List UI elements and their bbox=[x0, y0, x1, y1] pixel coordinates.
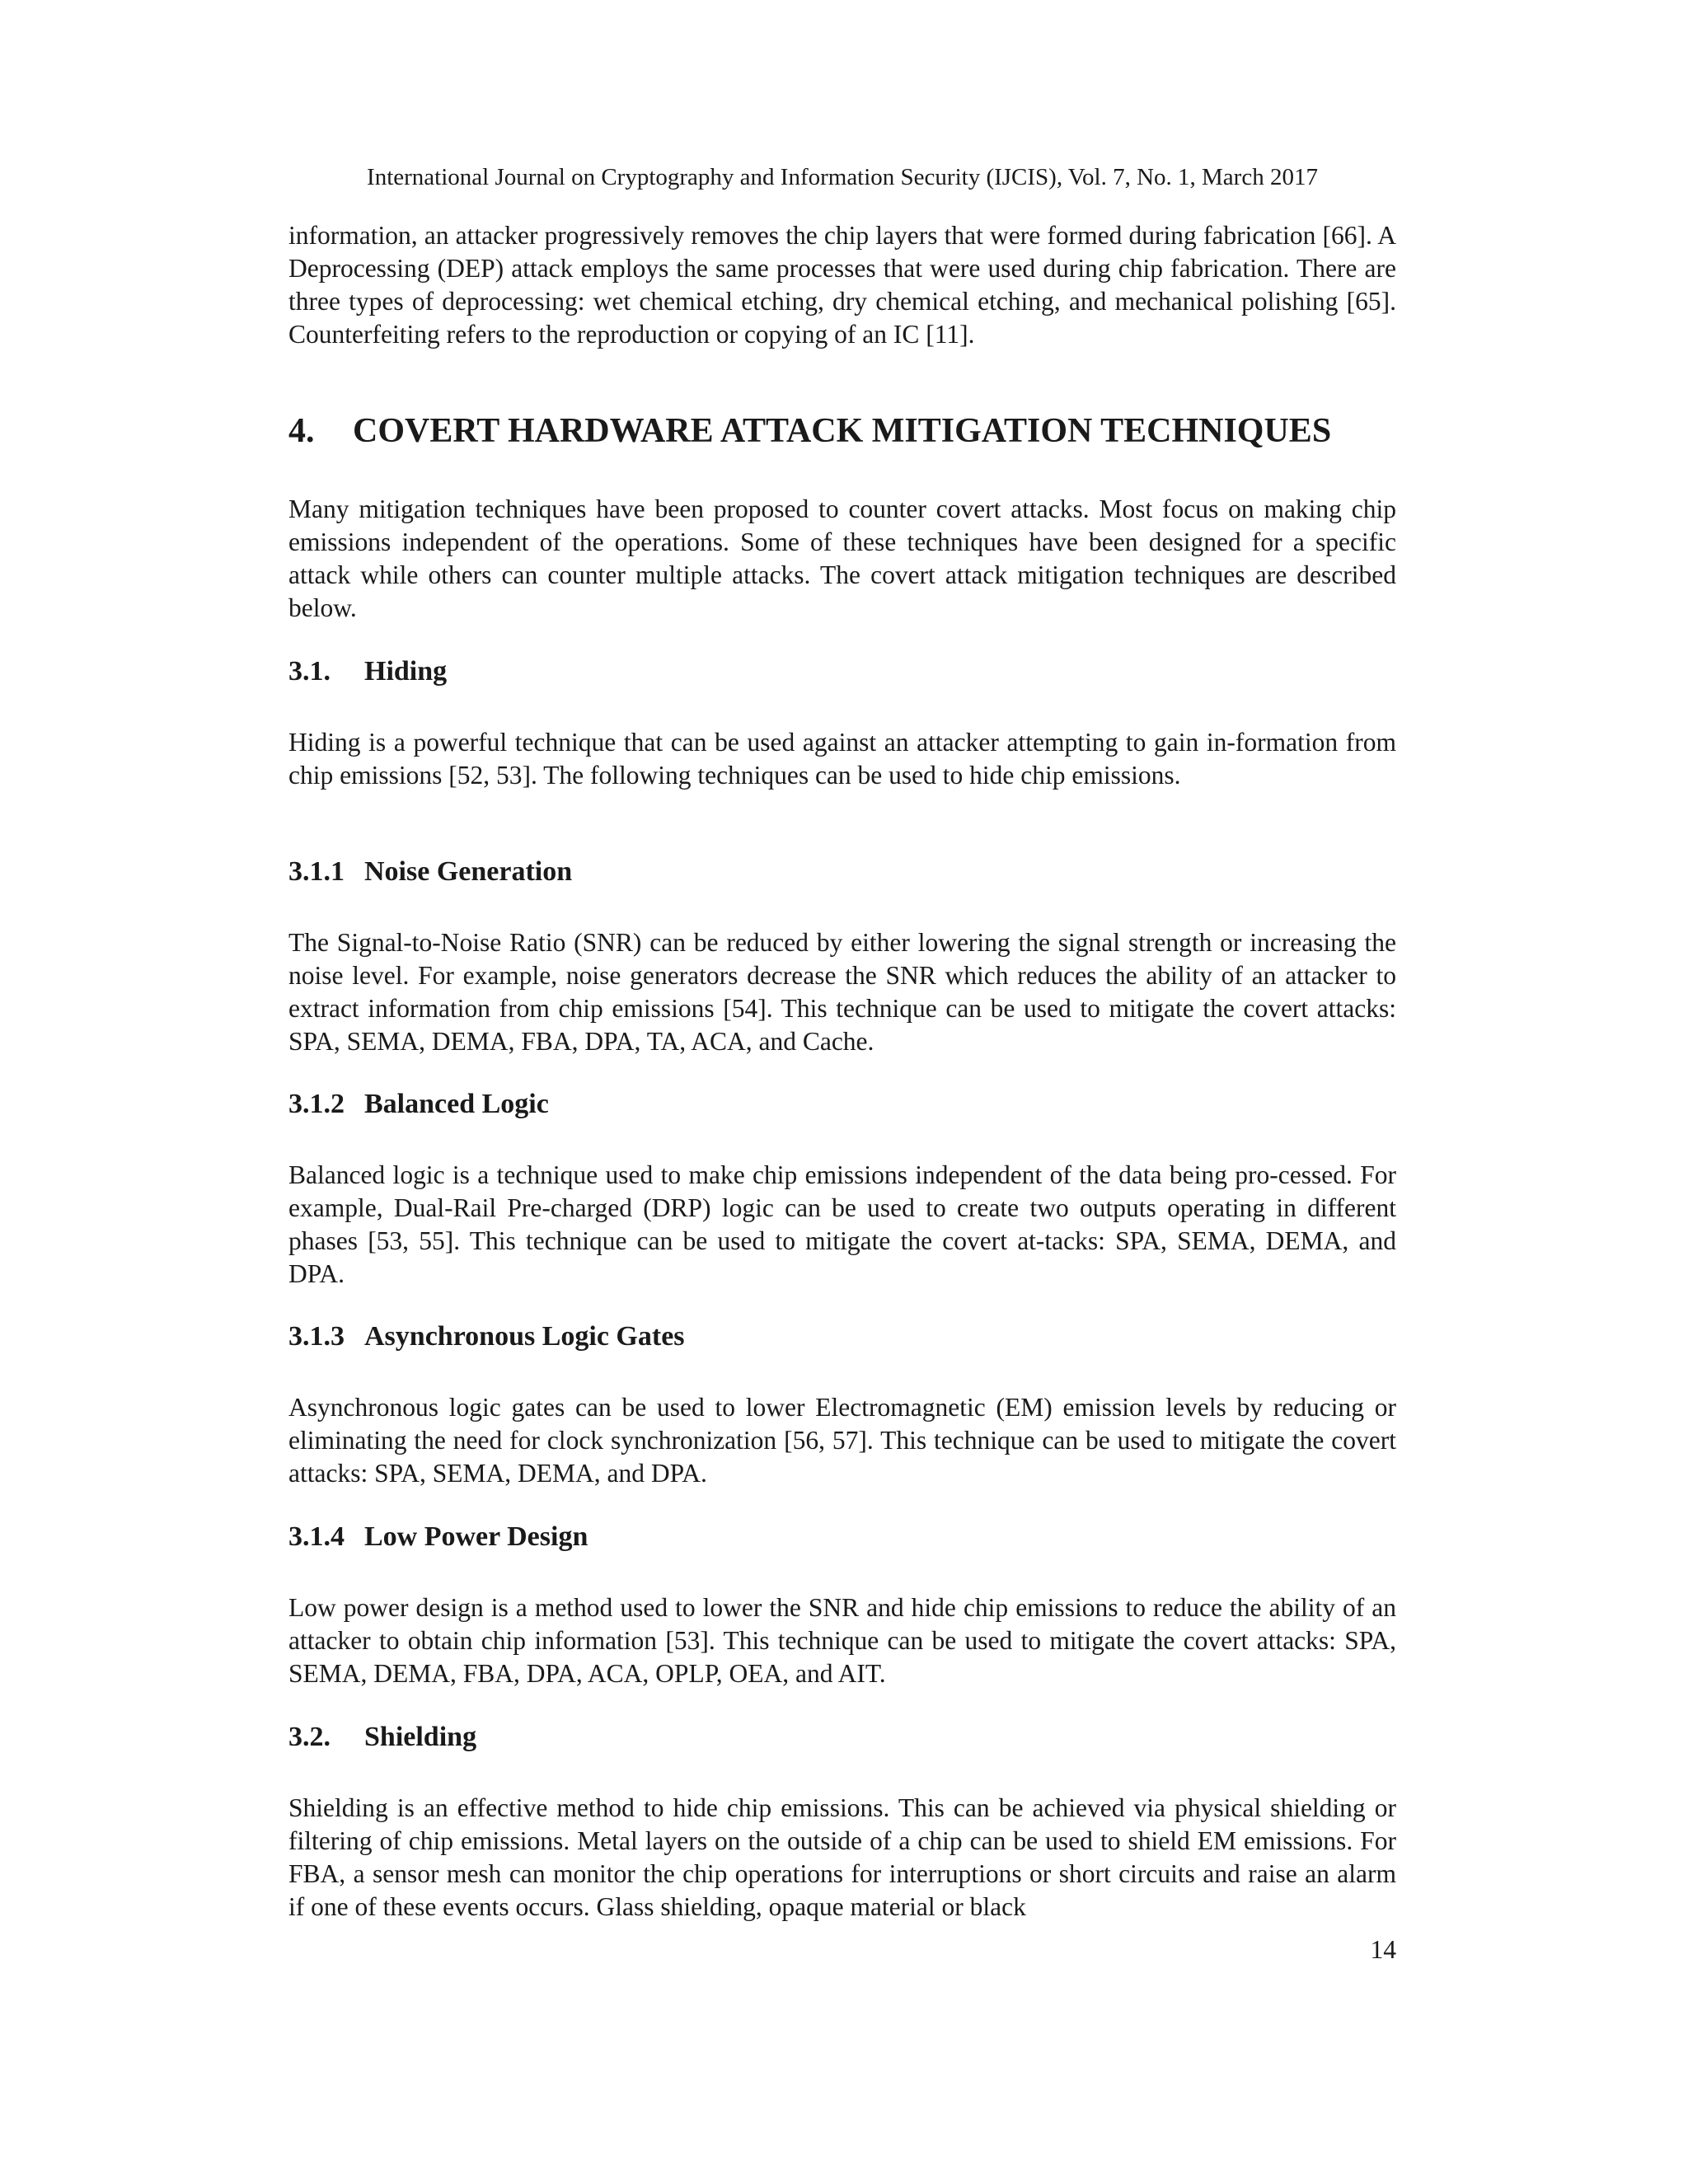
section-3-1-4-number: 3.1.4 bbox=[288, 1521, 345, 1552]
section-3-1-1-paragraph: The Signal-to-Noise Ratio (SNR) can be reduced by either lowering the signal strength or increasing the noise level. For example, noise generators decrease the SNR which reduces the ability of an attacker to extract information from chip emissions [54]. This technique can be used to mitigate the covert attacks: SPA, SEMA, DEMA, FBA, DPA, TA, ACA, and Cache. bbox=[288, 928, 1396, 1056]
running-header: International Journal on Cryptography and Information Security (IJCIS), Vol. 7, No. 1, March 2017 bbox=[367, 164, 1318, 190]
section-3-1-3-title: Asynchronous Logic Gates bbox=[364, 1321, 685, 1352]
section-3-1-number: 3.1. bbox=[288, 656, 331, 687]
section-3-1-3-number: 3.1.3 bbox=[288, 1321, 345, 1352]
section-3-1-1-number: 3.1.1 bbox=[288, 856, 345, 887]
section-3-1-2-heading bbox=[288, 1086, 1396, 1122]
page-number: 14 bbox=[1370, 1935, 1396, 1964]
intro-paragraph: information, an attacker progressively removes the chip layers that were formed during fabrication [66]. A Deprocessing (DEP) attack employs the same processes that were used during chip fabrication. There are three types of deprocessing: wet chemical etching, dry chemical etching, and mechanical polishing [65]. Counterfeiting refers to the reproduction or copying of an IC [11]. bbox=[288, 221, 1396, 349]
section-3-1-2-title: Balanced Logic bbox=[364, 1089, 549, 1119]
section-3-2-title: Shielding bbox=[364, 1722, 477, 1752]
section-4-title: COVERT HARDWARE ATTACK MITIGATION TECHNIQUES bbox=[353, 412, 1332, 450]
section-3-1-4-title: Low Power Design bbox=[364, 1521, 588, 1552]
section-3-1-paragraph: Hiding is a powerful technique that can be used against an attacker attempting to gain in-formation from chip emissions [52, 53]. The following techniques can be used to hide chip emissions. bbox=[288, 728, 1396, 790]
section-3-1-2-paragraph: Balanced logic is a technique used to make chip emissions independent of the data being pro-cessed. For example, Dual-Rail Pre-charged (DRP) logic can be used to create two outputs operating in different phases [53, 55]. This technique can be used to mitigate the covert at-tacks: SPA, SEMA, DEMA, and DPA. bbox=[288, 1160, 1396, 1288]
section-3-1-4-heading bbox=[288, 1519, 1396, 1555]
section-3-1-1-title: Noise Generation bbox=[364, 856, 573, 887]
section-3-1-4-paragraph: Low power design is a method used to lower the SNR and hide chip emissions to reduce the ability of an attacker to obtain chip information [53]. This technique can be used to mitigate the covert attacks: SPA, SEMA, DEMA, FBA, DPA, ACA, OPLP, OEA, and AIT. bbox=[288, 1593, 1396, 1688]
section-3-2-heading bbox=[288, 1719, 1396, 1755]
section-3-1-title: Hiding bbox=[364, 656, 448, 687]
section-3-2-paragraph: Shielding is an effective method to hide chip emissions. This can be achieved via physical shielding or filtering of chip emissions. Metal layers on the outside of a chip can be used to shield EM emissions. For FBA, a sensor mesh can monitor the chip operations for interruptions or short circuits and raise an alarm if one of these events occurs. Glass shielding, opaque material or black bbox=[288, 1793, 1396, 1921]
section-4-paragraph: Many mitigation techniques have been proposed to counter covert attacks. Most focus on making chip emissions independent of the operations. Some of these techniques have been designed for a specific attack while others can counter multiple attacks. The covert attack mitigation techniques are described below. bbox=[288, 494, 1396, 622]
section-4-number: 4. bbox=[288, 412, 315, 450]
section-4-heading bbox=[288, 409, 1396, 453]
section-3-1-3-heading bbox=[288, 1319, 1396, 1355]
section-3-2-number: 3.2. bbox=[288, 1722, 331, 1752]
section-3-1-2-number: 3.1.2 bbox=[288, 1089, 345, 1119]
section-3-1-3-paragraph: Asynchronous logic gates can be used to lower Electromagnetic (EM) emission levels by reducing or eliminating the need for clock synchronization [56, 57]. This technique can be used to mitigate the covert attacks: SPA, SEMA, DEMA, and DPA. bbox=[288, 1393, 1396, 1488]
section-3-1-heading bbox=[288, 654, 1396, 690]
section-3-1-1-heading bbox=[288, 854, 1396, 890]
